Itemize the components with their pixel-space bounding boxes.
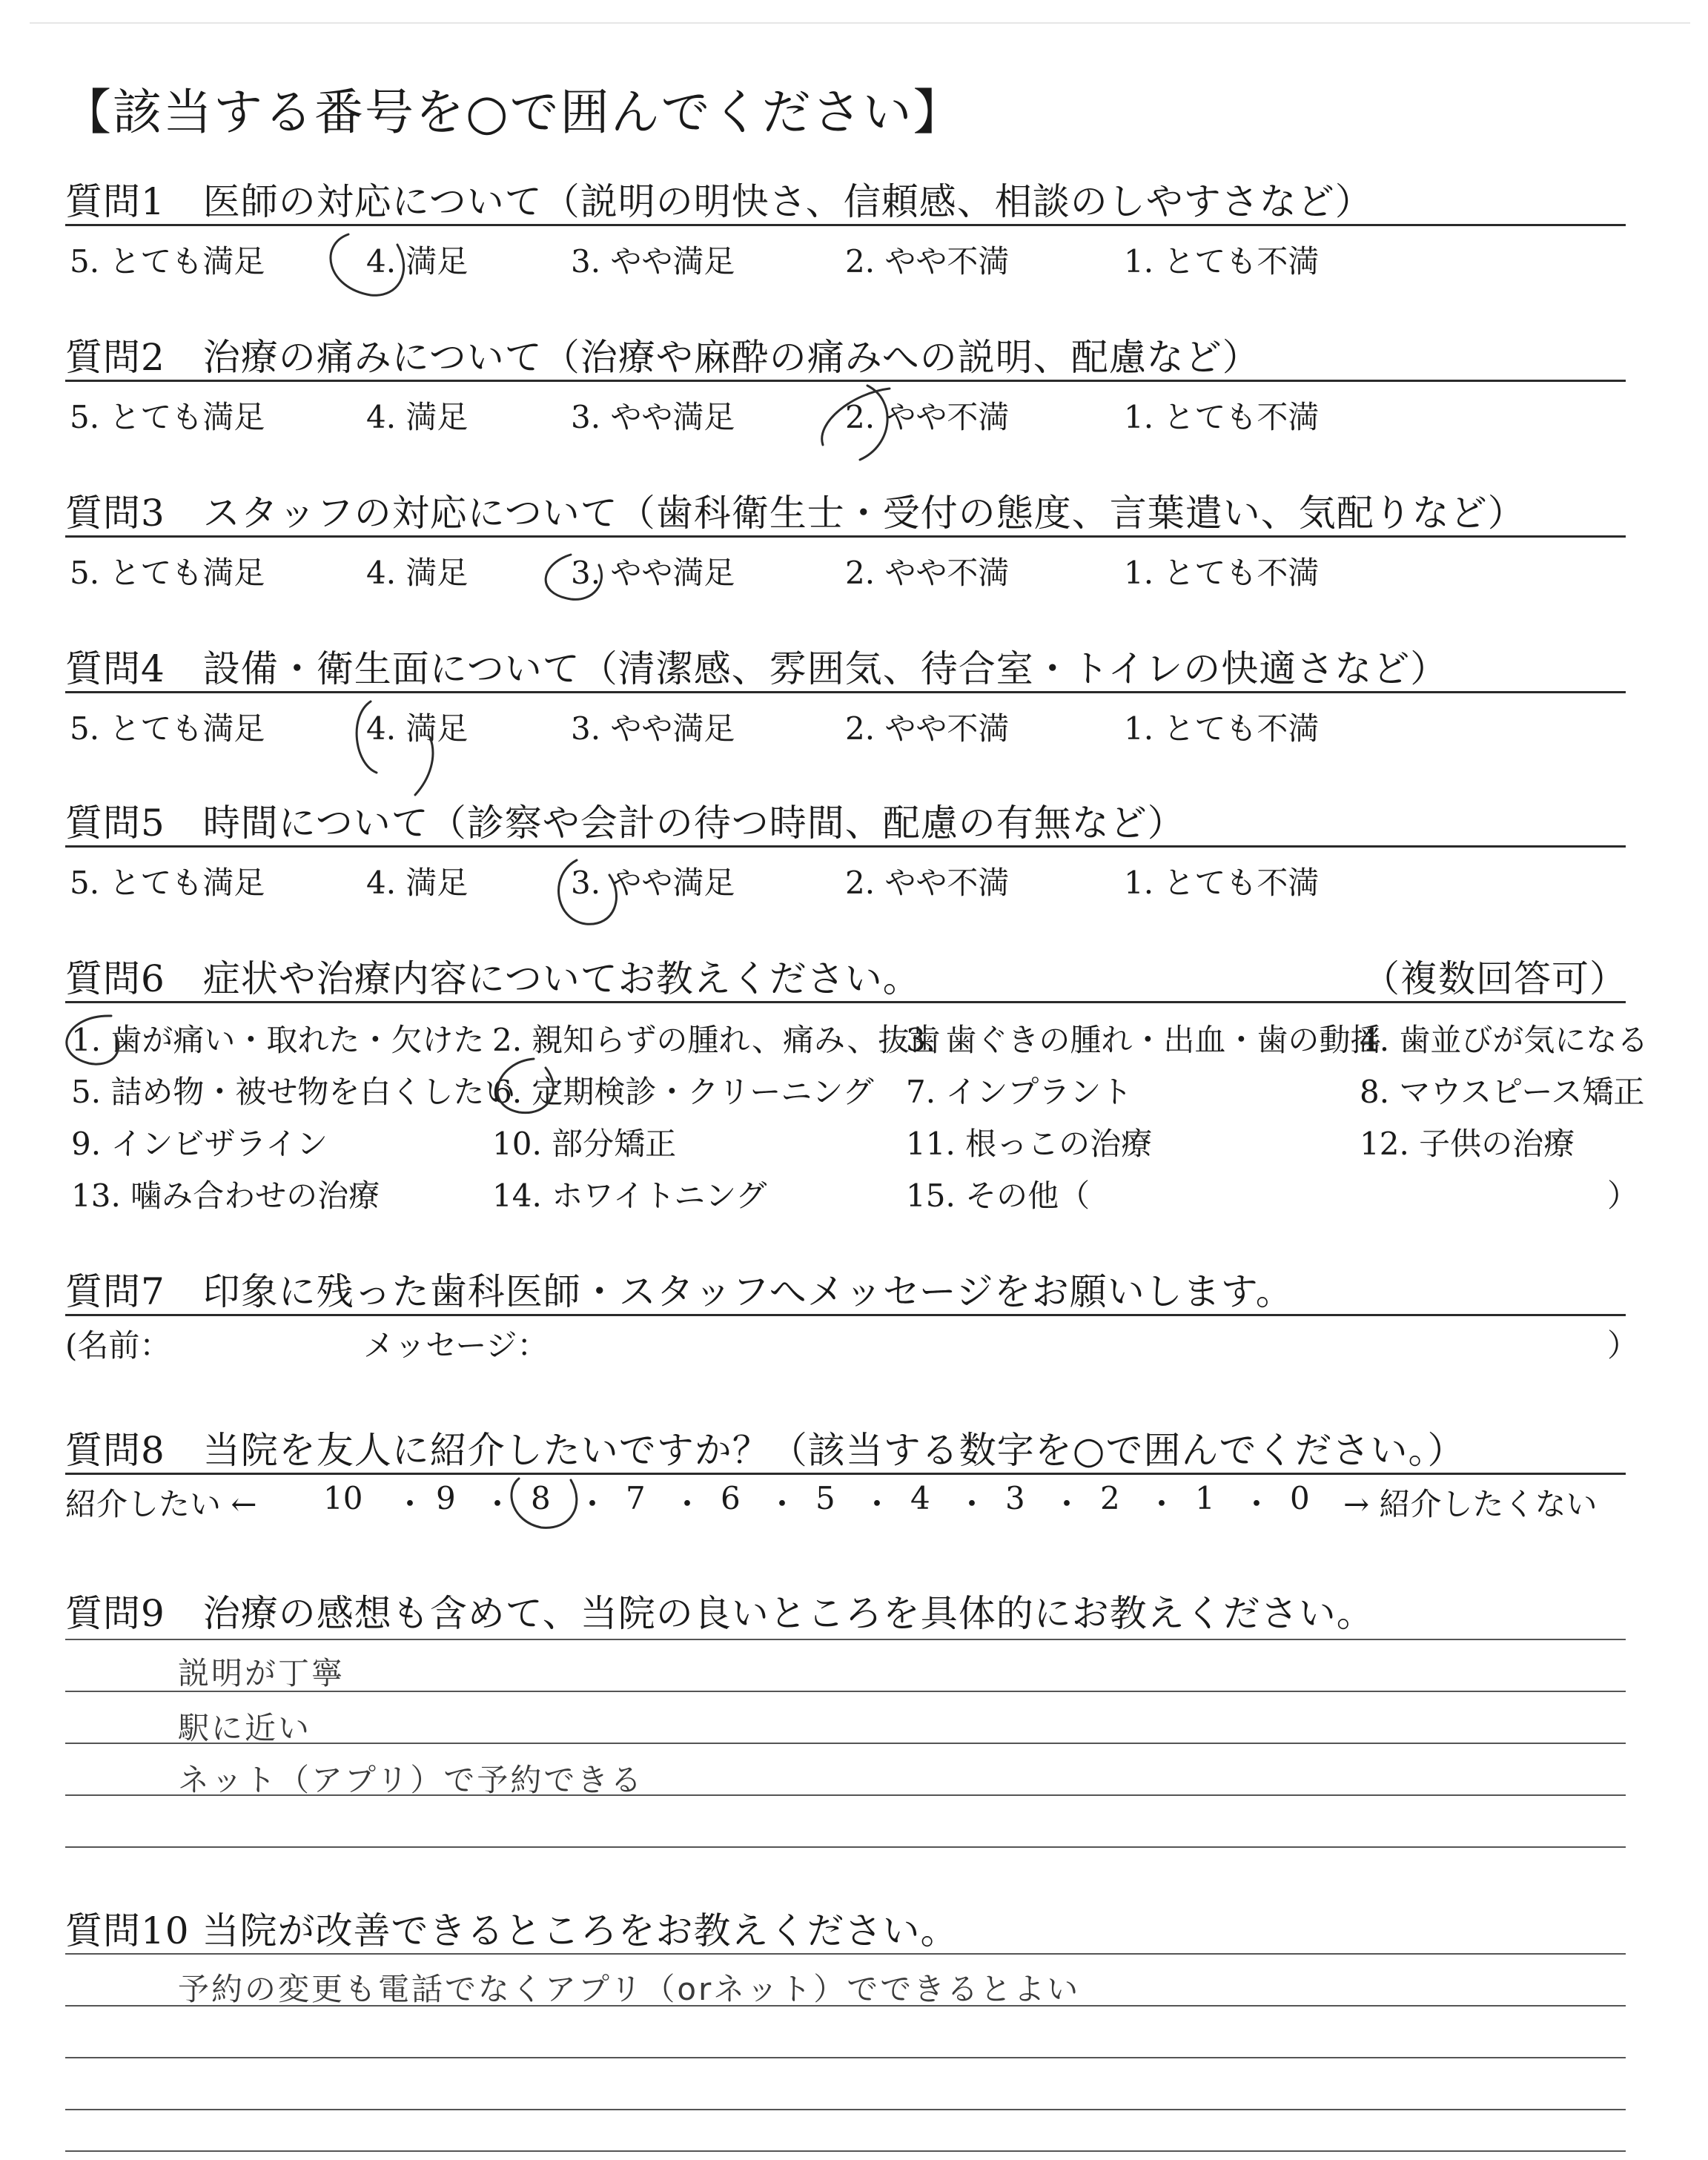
symptom-item[interactable]: 9. インビザライン bbox=[71, 1126, 328, 1162]
scale-number[interactable]: 5 bbox=[815, 1480, 835, 1516]
option-4[interactable]: 4. 満足 bbox=[366, 399, 469, 435]
question-title: 質問7 印象に残った歯科医師・スタッフへメッセージをお願いします。 bbox=[65, 1270, 1294, 1313]
symptom-item[interactable]: 14. ホワイトニング bbox=[492, 1178, 767, 1214]
symptom-item[interactable]: 11. 根っこの治療 bbox=[906, 1126, 1153, 1162]
option-3[interactable]: 3. やや満足 bbox=[571, 243, 735, 280]
page-header: 【該当する番号を○で囲んでください】 bbox=[62, 84, 964, 141]
scale-number[interactable]: 8 bbox=[531, 1480, 551, 1516]
scale-dot: ・ bbox=[956, 1486, 988, 1522]
question-title: 質問6 症状や治療内容についてお教えください。 bbox=[65, 957, 921, 1000]
option-1[interactable]: 1. とても不満 bbox=[1124, 555, 1320, 591]
scale-number[interactable]: 6 bbox=[721, 1480, 741, 1516]
symptom-item[interactable]: 5. 詰め物・被せ物を白くしたい bbox=[71, 1074, 516, 1110]
title-rule bbox=[65, 691, 1626, 693]
answer-line bbox=[65, 1846, 1626, 1848]
option-4[interactable]: 4. 満足 bbox=[366, 865, 469, 901]
message-label: メッセージ： bbox=[363, 1327, 549, 1364]
page-top-edge bbox=[30, 22, 1690, 24]
scale-dot: ・ bbox=[394, 1486, 426, 1522]
symptom-item[interactable]: 12. 子供の治療 bbox=[1360, 1126, 1575, 1162]
scale-number[interactable]: 3 bbox=[1005, 1480, 1025, 1516]
option-1[interactable]: 1. とても不満 bbox=[1124, 710, 1320, 747]
title-rule bbox=[65, 380, 1626, 382]
scale-dot: ・ bbox=[577, 1486, 609, 1522]
title-rule bbox=[65, 1473, 1626, 1475]
scale-dot: ・ bbox=[672, 1486, 704, 1522]
answer-line bbox=[65, 1639, 1626, 1640]
option-5[interactable]: 5. とても満足 bbox=[70, 710, 265, 747]
option-3[interactable]: 3. やや満足 bbox=[571, 555, 735, 591]
multiple-answer-note: （複数回答可） bbox=[1363, 957, 1627, 1000]
recommend-left-label: 紹介したい ← bbox=[65, 1486, 257, 1522]
question-title: 質問8 当院を友人に紹介したいですか？（該当する数字を○で囲んでください。） bbox=[65, 1429, 1466, 1472]
option-2[interactable]: 2. やや不満 bbox=[845, 243, 1010, 280]
handwritten-answer: 駅に近い bbox=[178, 1710, 312, 1746]
recommend-right-label: → 紹介したくない bbox=[1343, 1486, 1598, 1522]
message-close-paren: ） bbox=[1607, 1327, 1639, 1364]
answer-line bbox=[65, 1953, 1626, 1955]
answer-line bbox=[65, 2057, 1626, 2058]
scale-number[interactable]: 2 bbox=[1100, 1480, 1120, 1516]
option-3[interactable]: 3. やや満足 bbox=[571, 399, 735, 435]
option-1[interactable]: 1. とても不満 bbox=[1124, 865, 1320, 901]
option-2[interactable]: 2. やや不満 bbox=[845, 865, 1010, 901]
title-rule bbox=[65, 845, 1626, 848]
symptom-item[interactable]: 8. マウスピース矯正 bbox=[1360, 1074, 1645, 1110]
title-rule bbox=[65, 224, 1626, 226]
scale-number[interactable]: 4 bbox=[910, 1480, 930, 1516]
scale-number[interactable]: 1 bbox=[1195, 1480, 1215, 1516]
symptom-item[interactable]: 13. 噛み合わせの治療 bbox=[71, 1178, 380, 1214]
answer-line bbox=[65, 2109, 1626, 2110]
option-4[interactable]: 4. 満足 bbox=[366, 555, 469, 591]
symptom-item[interactable]: 10. 部分矯正 bbox=[492, 1126, 677, 1162]
question-title: 質問1 医師の対応について（説明の明快さ、信頼感、相談のしやすさなど） bbox=[65, 180, 1373, 223]
scale-dot: ・ bbox=[767, 1486, 798, 1522]
question-title: 質問2 治療の痛みについて（治療や麻酔の痛みへの説明、配慮など） bbox=[65, 336, 1260, 379]
symptom-item[interactable]: 4. 歯並びが気になる bbox=[1360, 1022, 1649, 1058]
symptom-item[interactable]: 3. 歯ぐきの腫れ・出血・歯の動揺 bbox=[906, 1022, 1382, 1058]
question-title: 質問4 設備・衛生面について（清潔感、雰囲気、待合室・トイレの快適さなど） bbox=[65, 647, 1449, 690]
other-close-paren: ） bbox=[1607, 1178, 1639, 1214]
option-3[interactable]: 3. やや満足 bbox=[571, 865, 735, 901]
handwritten-answer: ネット（アプリ）で予約できる bbox=[178, 1762, 644, 1798]
symptom-item[interactable]: 7. インプラント bbox=[906, 1074, 1133, 1110]
option-5[interactable]: 5. とても満足 bbox=[70, 399, 265, 435]
scale-number[interactable]: 7 bbox=[626, 1480, 646, 1516]
question-title: 質問9 治療の感想も含めて、当院の良いところを具体的にお教えください。 bbox=[65, 1592, 1374, 1635]
symptom-item-other[interactable]: 15. その他（ bbox=[906, 1178, 1090, 1214]
option-4[interactable]: 4. 満足 bbox=[366, 243, 469, 280]
option-5[interactable]: 5. とても満足 bbox=[70, 865, 265, 901]
symptom-item[interactable]: 1. 歯が痛い・取れた・欠けた bbox=[71, 1022, 485, 1058]
name-label: (名前： bbox=[65, 1327, 171, 1364]
option-4[interactable]: 4. 満足 bbox=[366, 710, 469, 747]
symptom-item[interactable]: 6. 定期検診・クリーニング bbox=[492, 1074, 874, 1110]
title-rule bbox=[65, 1314, 1626, 1316]
symptom-item[interactable]: 2. 親知らずの腫れ、痛み、抜歯 bbox=[492, 1022, 941, 1058]
scale-dot: ・ bbox=[1146, 1486, 1178, 1522]
question-title: 質問10 当院が改善できるところをお教えください。 bbox=[65, 1909, 959, 1952]
title-rule bbox=[65, 1001, 1626, 1003]
option-1[interactable]: 1. とても不満 bbox=[1124, 399, 1320, 435]
scale-dot: ・ bbox=[1241, 1486, 1273, 1522]
option-1[interactable]: 1. とても不満 bbox=[1124, 243, 1320, 280]
title-rule bbox=[65, 535, 1626, 538]
question-title: 質問3 スタッフの対応について（歯科衛生士・受付の態度、言葉遣い、気配りなど） bbox=[65, 492, 1526, 535]
option-5[interactable]: 5. とても満足 bbox=[70, 243, 265, 280]
scale-number[interactable]: 0 bbox=[1290, 1480, 1310, 1516]
option-3[interactable]: 3. やや満足 bbox=[571, 710, 735, 747]
handwritten-answer: 予約の変更も電話でなくアプリ（orネット）でできるとよい bbox=[178, 1971, 1081, 2007]
scale-number[interactable]: 9 bbox=[436, 1480, 456, 1516]
option-2[interactable]: 2. やや不満 bbox=[845, 399, 1010, 435]
scale-dot: ・ bbox=[1051, 1486, 1083, 1522]
handwritten-answer: 説明が丁寧 bbox=[178, 1655, 345, 1691]
option-2[interactable]: 2. やや不満 bbox=[845, 555, 1010, 591]
option-5[interactable]: 5. とても満足 bbox=[70, 555, 265, 591]
scale-dot: ・ bbox=[482, 1486, 514, 1522]
answer-line bbox=[65, 2150, 1626, 2152]
question-title: 質問5 時間について（診察や会計の待つ時間、配慮の有無など） bbox=[65, 802, 1185, 845]
scale-number[interactable]: 10 bbox=[323, 1480, 363, 1516]
option-2[interactable]: 2. やや不満 bbox=[845, 710, 1010, 747]
scale-dot: ・ bbox=[861, 1486, 893, 1522]
